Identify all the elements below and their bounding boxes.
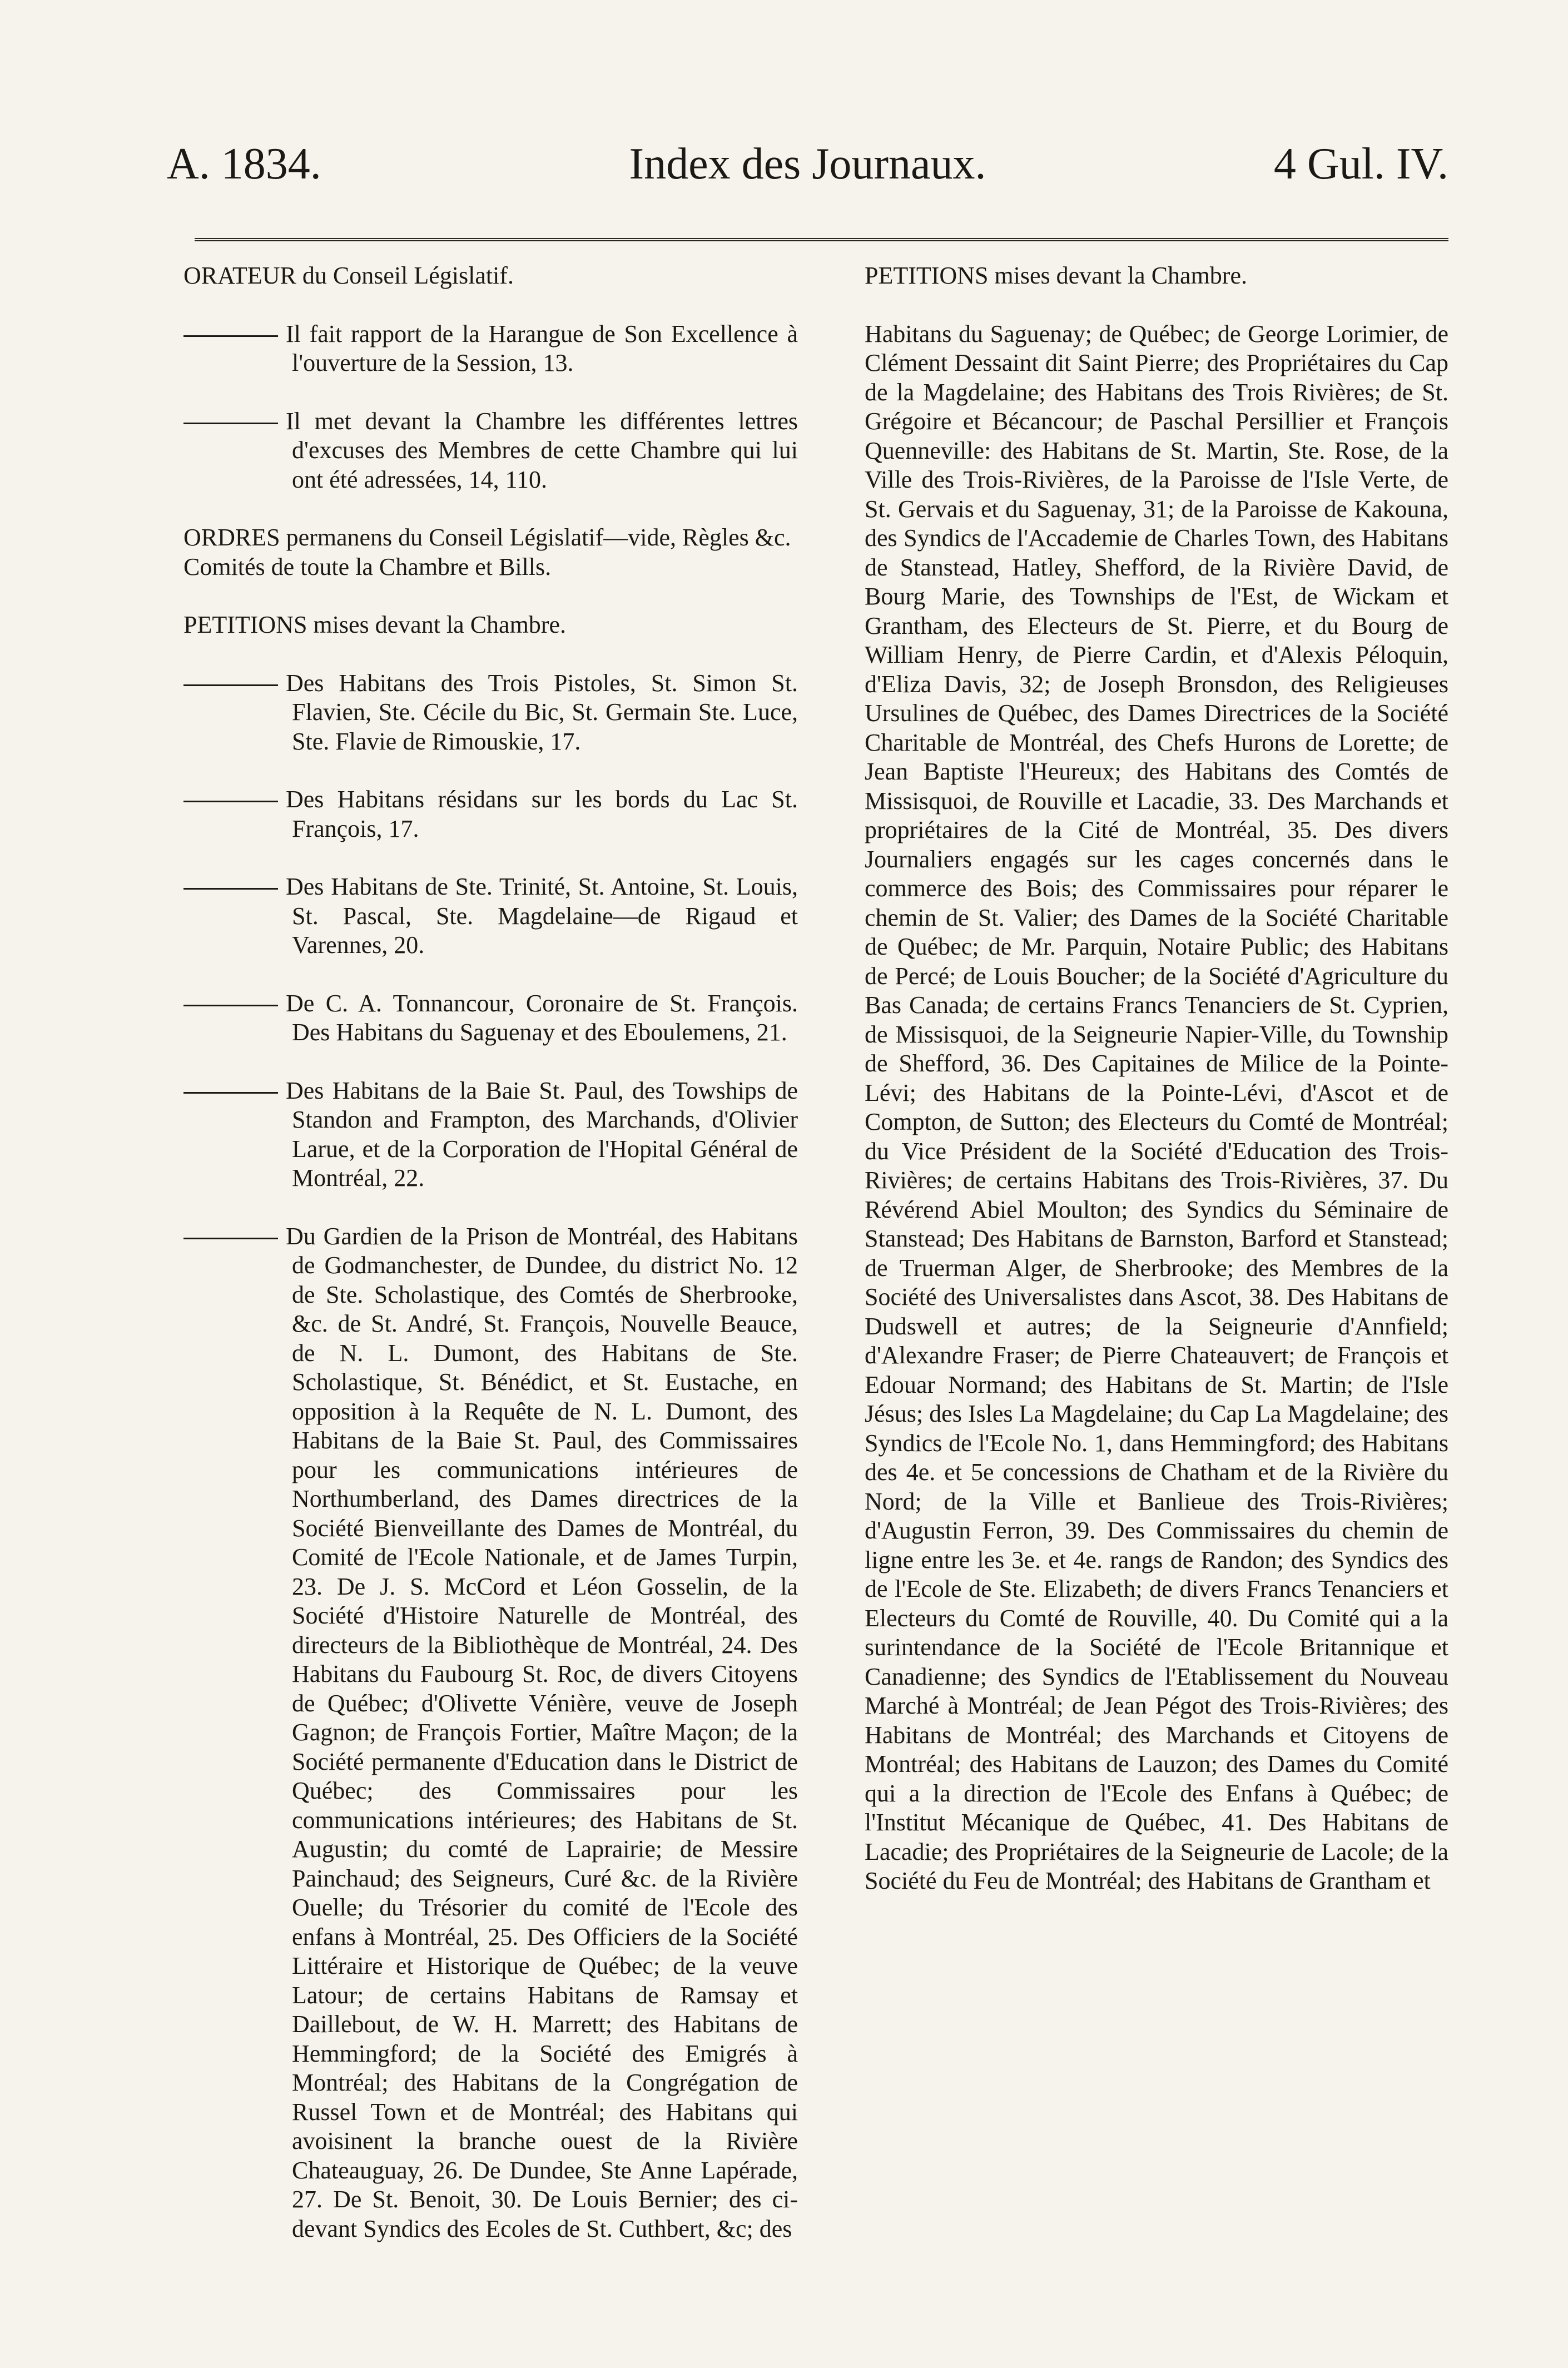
index-heading <box>183 610 798 640</box>
ditto-dash <box>183 335 278 337</box>
entry-text: Des Habitans de Ste. Trinité, St. Antoine, St. Louis, St. Pascal, Ste. Magdelaine—de Rigaud et Varennes, 20. <box>286 873 798 959</box>
ditto-dash <box>183 801 278 802</box>
ditto-dash <box>183 423 278 424</box>
entry-text: Des Habitans résidans sur les bords du Lac St. François, 17. <box>286 786 798 842</box>
running-header <box>167 133 1448 200</box>
index-subentry <box>183 1076 798 1193</box>
header-rule <box>195 238 1448 241</box>
entry-text: PETITIONS mises devant la Chambre. <box>865 262 1247 289</box>
index-subentry <box>183 989 798 1048</box>
header-title: Index des Journaux. <box>629 140 986 188</box>
index-subentry <box>183 669 798 757</box>
entry-text: Des Habitans de la Baie St. Paul, des Towships de Standon and Frampton, des Marchands, d'Olivier Larue, et de la Corporation de l'Hopital Général de Montréal, 22. <box>286 1076 798 1192</box>
ditto-dash <box>183 1092 278 1094</box>
ditto-dash <box>183 684 278 686</box>
entry-text: ORDRES permanens du Conseil Législatif—vide, Règles &c. Comités de toute la Chambre et Bills. <box>183 524 791 580</box>
header-regnal-year: 4 Gul. IV. <box>1273 140 1448 188</box>
index-subentry <box>183 872 798 960</box>
index-subentry <box>183 320 798 378</box>
ditto-dash <box>183 1238 278 1239</box>
index-subentry <box>183 785 798 843</box>
ditto-dash <box>183 1005 278 1006</box>
left-column <box>183 261 798 2272</box>
index-subentry <box>183 1222 798 2244</box>
index-heading <box>183 261 798 291</box>
index-continuation <box>865 320 1448 1896</box>
entry-text: Du Gardien de la Prison de Montréal, des Habitans de Godmanchester, de Dundee, du district No. 12 de Ste. Scholastique, des Comtés de Sherbrooke, &c. de St. André, St. François, Nouvelle Beauce, de N. L. Dumont, des Habitans de Ste. Scholastique, St. Bénédict, et St. Eustache, en opposition à la Requête de N. L. Dumont, des Habitans de la Baie St. Paul, des Commissaires pour les communications intérieures de Northumberland, des Dames directrices de la Société Bienveillante des Dames de Montréal, du Comité de l'Ecole Nationale, et de James Turpin, 23. De J. S. McCord et Léon Gosselin, de la Société d'Histoire Naturelle de Montréal, des directeurs de la Bibliothèque de Montréal, 24. Des Habitans du Faubourg St. Roc, de divers Citoyens de Québec; d'Olivette Vénière, veuve de Joseph Gagnon; de François Fortier, Maître Maçon; de la Société permanente d'Education dans le District de Québec; des Commissaires pour les communications intérieures; des Habitans de St. Augustin; du comté de Laprairie; de Messire Painchaud; des Seigneurs, Curé &c. de la Rivière Ouelle; du Trésorier du comité de l'Ecole des enfans à Montréal, 25. Des Officiers de la Société Littéraire et Historique de Québec; de la veuve Latour; de certains Habitans de Ramsay et Daillebout, de W. H. Marrett; des Habitans de Hemmingford; de la Société des Emigrés à Montréal; des Habitans de la Congrégation de Russel Town et de Montréal; des Habitans qui avoisinent la branche ouest de la Rivière Chateauguay, 26. De Dundee, Ste Anne Lapérade, 27. De St. Benoit, 30. De Louis Bernier; des ci-devant Syndics des Ecoles de St. Cuthbert, &c; des <box>286 1222 798 2242</box>
entry-text: Il fait rapport de la Harangue de Son Excellence à l'ouverture de la Session, 13. <box>286 320 798 376</box>
index-heading <box>183 523 798 582</box>
entry-text: De C. A. Tonnancour, Coronaire de St. François. Des Habitans du Saguenay et des Eboulemens, 21. <box>286 989 798 1046</box>
index-heading <box>865 261 1448 291</box>
entry-text: ORATEUR du Conseil Législatif. <box>183 262 514 289</box>
entry-text: PETITIONS mises devant la Chambre. <box>183 611 566 638</box>
right-column <box>865 261 1448 1896</box>
entry-text: Des Habitans des Trois Pistoles, St. Simon St. Flavien, Ste. Cécile du Bic, St. Germain Ste. Luce, Ste. Flavie de Rimouskie, 17. <box>286 669 798 755</box>
index-subentry <box>183 407 798 495</box>
entry-text: Il met devant la Chambre les différentes lettres d'excuses des Membres de cette Chambre qui lui ont été adressées, 14, 110. <box>286 407 798 493</box>
entry-text: Habitans du Saguenay; de Québec; de George Lorimier, de Clément Dessaint dit Saint Pierre; des Propriétaires du Cap de la Magdelaine; des Habitans des Trois Rivières; de St. Grégoire et Bécancour; de Paschal Persillier et François Quenneville: des Habitans de St. Martin, Ste. Rose, de la Ville des Trois-Rivières, de la Paroisse de l'Isle Verte, de St. Gervais et du Saguenay, 31; de la Paroisse de Kakouna, des Syndics de l'Accademie de Charles Town, des Habitans de Stanstead, Hatley, Shefford, de la Rivière David, de Bourg Marie, des Townships de l'Est, de Wickam et Grantham, des Electeurs de St. Pierre, et du Bourg de William Henry, de Pierre Cardin, et d'Alexis Péloquin, d'Eliza Davis, 32; de Joseph Bronsdon, des Religieuses Ursulines de Québec, des Dames Directrices de la Société Charitable de Montréal, des Chefs Hurons de Lorette; de Jean Baptiste l'Heureux; des Habitans des Comtés de Missisquoi, de Rouville et Lacadie, 33. Des Marchands et propriétaires de la Cité de Montréal, 35. Des divers Journaliers engagés sur les cages concernés dans le commerce des Bois; des Commissaires pour réparer le chemin de St. Valier; des Dames de la Société Charitable de Québec; de Mr. Parquin, Notaire Public; des Habitans de Percé; de Louis Boucher; de la Société d'Agriculture du Bas Canada; de certains Francs Tenanciers de St. Cyprien, de Missisquoi, de la Seigneurie Napier-Ville, du Township de Shefford, 36. Des Capitaines de Milice de la Pointe-Lévi; des Habitans de la Pointe-Lévi, d'Ascot et de Compton, de Sutton; des Electeurs du Comté de Montréal; du Vice Président de la Société d'Education des Trois-Rivières; de certains Habitans des Trois-Rivières, 37. Du Révérend Abiel Moulton; des Syndics du Séminaire de Stanstead; Des Habitans de Barnston, Barford et Stanstead; de Truerman Alger, de Sherbrooke; des Membres de la Société des Universalistes dans Ascot, 38. Des Habitans de Dudswell et autres; de la Seigneurie d'Annfield; d'Alexandre Fraser; de Pierre Chateauvert; de François et Edouar Normand; des Habitans de St. Martin; de l'Isle Jésus; des Isles La Magdelaine; du Cap La Magdelaine; des Syndics de l'Ecole No. 1, dans Hemmingford; des Habitans des 4e. et 5e concessions de Chatham et de la Rivière du Nord; de la Ville et Banlieue des Trois-Rivières; d'Augustin Ferron, 39. Des Commissaires du chemin de ligne entre les 3e. et 4e. rangs de Randon; des Syndics des de l'Ecole de Ste. Elizabeth; de divers Francs Tenanciers et Electeurs du Comté de Rouville, 40. Du Comité qui a la surintendance de la Société de l'Ecole Britannique et Canadienne; des Syndics de l'Etablissement du Nouveau Marché à Montréal; de Jean Pégot des Trois-Rivières; des Habitans de Montréal; des Marchands et Citoyens de Montréal; des Habitans de Lauzon; des Dames du Comité qui a la direction de l'Ecole des Enfans à Québec; de l'Institut Mécanique de Québec, 41. Des Habitans de Lacadie; des Propriétaires de la Seigneurie de Lacole; de la Société du Feu de Montréal; des Habitans de Grantham et <box>865 320 1448 1894</box>
ditto-dash <box>183 888 278 890</box>
header-year: A. 1834. <box>167 140 321 188</box>
